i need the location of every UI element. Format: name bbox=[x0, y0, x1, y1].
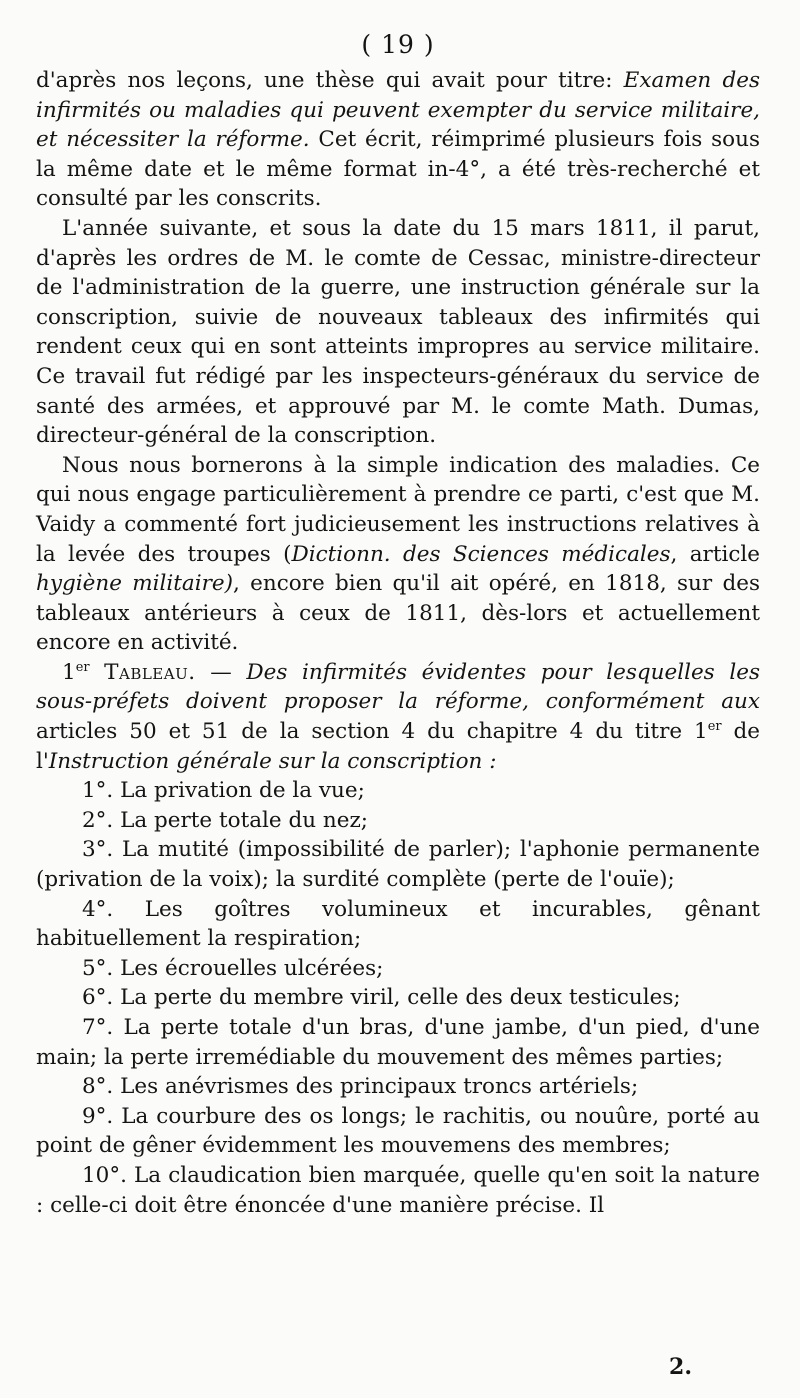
list-item-10: 10°. La claudication bien marquée, quelle qu'en soit la nature : celle-ci doit être énoncée d'une manière précise. Il bbox=[36, 1162, 760, 1218]
paragraph-vaidy bbox=[36, 451, 760, 658]
paragraph-thesis-text-c: Cet écrit, réimprimé plusieurs fois sous la même date et le même format in-4°, a été très-recherché et consulté par les conscrits. bbox=[36, 127, 761, 212]
article-reference: hygiène militaire) bbox=[36, 571, 233, 597]
page-number: ( 19 ) bbox=[361, 30, 435, 59]
paragraph-vaidy-text-e: , encore bien qu'il ait opéré, en 1818, sur des tableaux antérieurs à ceux de 1811, dès-lors et actuellement encore en activité. bbox=[36, 571, 761, 656]
instruction-title: Instruction générale sur la conscription : bbox=[48, 748, 497, 774]
list-item-2: 2°. La perte totale du nez; bbox=[82, 807, 369, 833]
list-item-1: 1°. La privation de la vue; bbox=[82, 778, 365, 804]
paragraph-vaidy-text-c: , article bbox=[670, 541, 760, 567]
tableau-title: Des infirmités évidentes pour lesquelles les sous-préfets doivent proposer la réforme, conformément aux bbox=[36, 659, 760, 715]
tableau-text-c-sup: er bbox=[707, 718, 722, 734]
list-item-7: 7°. La perte totale d'un bras, d'une jambe, d'un pied, d'une main; la perte irremédiable du mouvement des mêmes parties; bbox=[36, 1015, 760, 1070]
tableau-text-d: de l' bbox=[36, 719, 760, 774]
tableau-text-c: articles 50 et 51 de la section 4 du chapitre 4 du titre 1 bbox=[36, 719, 708, 745]
tableau-label: Tableau. bbox=[104, 659, 196, 685]
list-item-8: 8°. Les anévrismes des principaux troncs artériels; bbox=[82, 1074, 639, 1100]
list-item-3: 3°. La mutité (impossibilité de parler); l'aphonie permanente (privation de la voix); la surdité complète (perte de l'ouïe); bbox=[36, 837, 760, 893]
paragraph-thesis bbox=[36, 66, 760, 214]
tableau-dash: — bbox=[195, 659, 247, 685]
paragraph-instruction-1811: L'année suivante, et sous la date du 15 mars 1811, il parut, d'après les ordres de M. le comte de Cessac, ministre-directeur de l'administration de la guerre, une instruction générale sur la conscription, suivie de nouveaux tableaux des infirmités qui rendent ceux qui en sont atteints impropres au service militaire. Ce travail fut rédigé par les inspecteurs-généraux du service de santé des armées, et approuvé par M. le comte Math. Dumas, directeur-général de la conscription. bbox=[36, 215, 760, 449]
list-item-6: 6°. La perte du membre viril, celle des deux testicules; bbox=[82, 985, 681, 1011]
list-item-5: 5°. Les écrouelles ulcérées; bbox=[82, 955, 384, 981]
thesis-title: Examen des infirmités ou maladies qui peuvent exempter du service militaire, et nécessiter la réforme. bbox=[36, 68, 760, 153]
paragraph-vaidy-text-a: Nous nous bornerons à la simple indication des maladies. Ce qui nous engage particulièrement à prendre ce parti, c'est que M. Vaidy a commenté fort judicieusement les instructions relatives à la levée des troupes ( bbox=[36, 452, 760, 567]
signature-mark: 2. bbox=[669, 1354, 692, 1380]
list-item-9: 9°. La courbure des os longs; le rachitis, ou nouûre, porté au point de gêner évidemment les mouvemens des membres; bbox=[36, 1103, 760, 1159]
paragraph-thesis-text-a: d'après nos leçons, une thèse qui avait pour titre: bbox=[36, 68, 624, 93]
tableau-number: 1 bbox=[62, 659, 76, 685]
dictionary-reference: Dictionn. des Sciences médicales bbox=[291, 541, 671, 567]
tableau-number-sup: er bbox=[75, 659, 90, 675]
list-item-4: 4°. Les goîtres volumineux et incurables, gênant habituellement la respiration; bbox=[36, 896, 760, 952]
tableau-heading bbox=[36, 658, 760, 776]
